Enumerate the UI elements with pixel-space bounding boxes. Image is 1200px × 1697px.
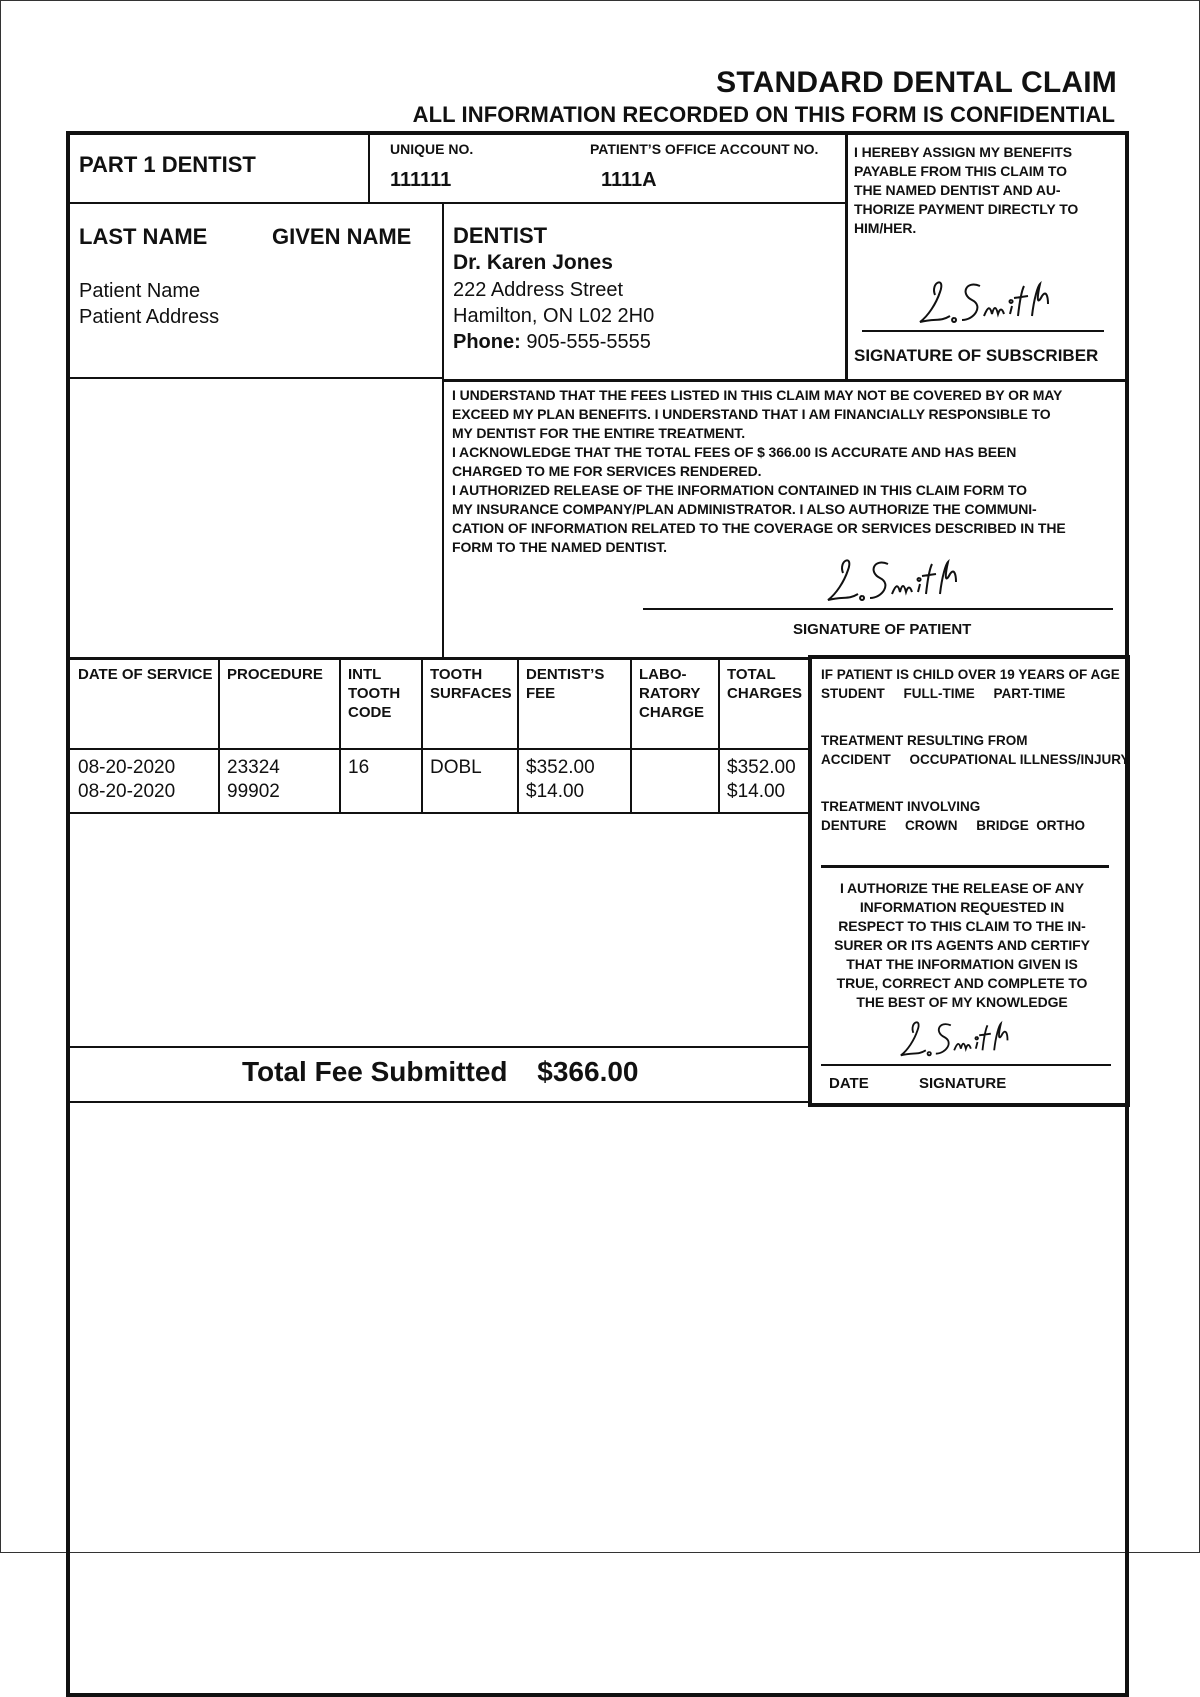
part1-label: PART 1 DENTIST <box>79 152 256 177</box>
patient-signature <box>818 548 968 608</box>
table-cell-tooth-code: 16 <box>348 757 370 778</box>
patient-signature-label: SIGNATURE OF PATIENT <box>793 621 972 638</box>
given-name-label: GIVEN NAME <box>272 224 412 249</box>
col-dentists-fee: DENTIST’S FEE <box>526 666 605 702</box>
divider-part1 <box>368 133 370 203</box>
table-col-line-1 <box>218 659 220 813</box>
release-signature-label: SIGNATURE <box>919 1075 1007 1092</box>
table-col-line-3 <box>421 659 423 813</box>
release-signature-line <box>821 1064 1111 1066</box>
table-row: 08-20-2020 <box>78 757 176 778</box>
subscriber-signature <box>910 270 1060 330</box>
table-header-line <box>68 748 810 750</box>
table-cell-fee: $352.00 $14.00 <box>526 757 595 802</box>
divider-patient-bottom <box>68 377 444 379</box>
subscriber-signature-line <box>862 330 1104 332</box>
dentist-city: Hamilton, ON L02 2H0 <box>453 305 655 327</box>
total-top-line <box>68 1046 810 1048</box>
dentist-name: Dr. Karen Jones <box>453 251 613 274</box>
accident-info: TREATMENT RESULTING FROM ACCIDENT OCCUPATIONAL ILLNESS/INJURY <box>821 733 1130 767</box>
authorize-text: I AUTHORIZE THE RELEASE OF ANY INFORMATION REQUESTED IN RESPECT TO THIS CLAIM TO THE IN- SURER OR ITS AGENTS AND CERTIFY THAT THE INFORMATION GIVEN IS TRUE, CORRECT AND COMPLETE TO THE BEST OF MY KNOWLEDGE <box>834 880 1090 1010</box>
child-info: IF PATIENT IS CHILD OVER 19 YEARS OF AGE STUDENT FULL-TIME PART-TIME <box>821 667 1120 701</box>
table-row: 08-20-2020 <box>78 781 176 802</box>
table-col-line-6 <box>718 659 720 813</box>
dentist-label: DENTIST <box>453 223 548 248</box>
involving-info: TREATMENT INVOLVING DENTURE CROWN BRIDGE ORTHO <box>821 799 1086 833</box>
col-procedure: PROCEDURE <box>227 666 323 683</box>
dentist-street: 222 Address Street <box>453 279 624 301</box>
account-no-label: PATIENT’S OFFICE ACCOUNT NO. <box>590 141 819 157</box>
consent-text: I UNDERSTAND THAT THE FEES LISTED IN THIS CLAIM MAY NOT BE COVERED BY OR MAY EXCEED MY PLAN BENEFITS. I UNDERSTAND THAT I AM FINANCIALLY RESPONSIBLE TO MY DENTIST FOR THE ENTIRE TREATMENT. I ACKNOWLEDGE THAT THE TOTAL FEES OF $ 366.00 IS ACCURATE AND HAS BEEN CHARGED TO ME FOR SERVICES RENDERED. I AUTHORIZED RELEASE OF THE INFORMATION CONTAINED IN THIS CLAIM FORM TO MY INSURANCE COMPANY/PLAN ADMINISTRATOR. I ALSO AUTHORIZE THE COMMUNI- CATION OF INFORMATION RELATED TO THE COVERAGE OR SERVICES DESCRIBED IN THE FORM TO THE NAMED DENTIST. <box>452 387 1066 555</box>
unique-no-label: UNIQUE NO. <box>390 141 474 157</box>
divider-consent-top <box>442 379 1125 382</box>
total-fee-amount: $366.00 <box>537 1056 639 1087</box>
col-date-of-service: DATE OF SERVICE <box>78 666 213 683</box>
dentist-phone-label: Phone: <box>453 331 521 353</box>
form-subtitle: ALL INFORMATION RECORDED ON THIS FORM IS CONFIDENTIAL <box>412 102 1115 127</box>
table-col-line-4 <box>517 659 519 813</box>
table-cell-procedure: 23324 99902 <box>227 757 280 802</box>
table-cell-total: $352.00 $14.00 <box>727 757 796 802</box>
table-cell-date <box>78 756 175 804</box>
table-cell-surfaces: DOBL <box>430 757 482 778</box>
divider-row1 <box>68 202 847 204</box>
patient-address: Patient Address <box>79 306 220 328</box>
col-tooth-surfaces: TOOTH SURFACES <box>430 666 512 702</box>
form-title: STANDARD DENTAL CLAIM <box>716 66 1117 99</box>
dentist-phone-row <box>453 331 651 354</box>
total-bottom-line <box>68 1101 810 1103</box>
table-col-line-2 <box>339 659 341 813</box>
col-total-charges: TOTAL CHARGES <box>727 666 803 702</box>
release-signature <box>890 1012 1020 1062</box>
total-fee-label: Total Fee Submitted <box>242 1056 508 1087</box>
table-body-line <box>68 812 810 814</box>
unique-no-value: 111111 <box>390 169 452 191</box>
side-divider <box>821 865 1109 868</box>
subscriber-signature-label: SIGNATURE OF SUBSCRIBER <box>854 346 1099 365</box>
col-laboratory-charge: LABO- RATORY CHARGE <box>639 666 705 721</box>
total-fee-row <box>242 1056 639 1088</box>
divider-patient-dentist <box>442 203 444 659</box>
last-name-label: LAST NAME <box>79 224 208 249</box>
release-date-label: DATE <box>829 1075 869 1092</box>
account-no-value: 1111A <box>601 169 657 191</box>
dentist-phone: 905-555-5555 <box>526 331 651 353</box>
assign-text: I HEREBY ASSIGN MY BENEFITS PAYABLE FROM THIS CLAIM TO THE NAMED DENTIST AND AU- THORIZE PAYMENT DIRECTLY TO HIM/HER. <box>854 144 1079 236</box>
divider-assign <box>845 133 848 380</box>
table-col-line-5 <box>630 659 632 813</box>
patient-name: Patient Name <box>79 280 201 302</box>
col-intl-tooth-code: INTL TOOTH CODE <box>348 666 401 721</box>
patient-signature-line <box>643 608 1113 610</box>
